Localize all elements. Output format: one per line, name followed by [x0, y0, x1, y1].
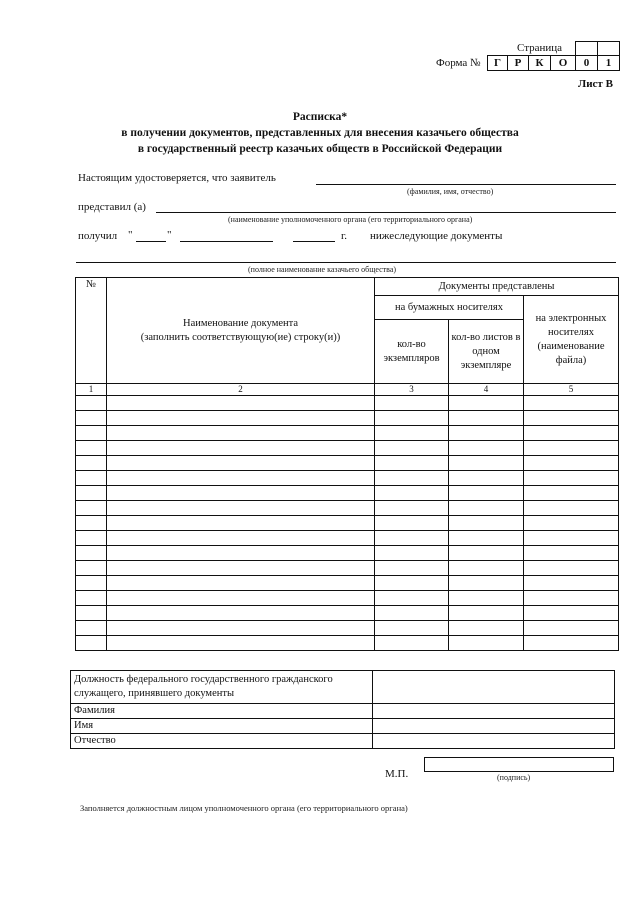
surname-field[interactable]: [373, 704, 615, 719]
surname-label: Фамилия: [71, 704, 373, 719]
footnote: Заполняется должностным лицом уполномоченного органа (его территориального органа): [80, 803, 408, 813]
table-cell[interactable]: [107, 396, 375, 411]
table-cell[interactable]: [449, 531, 524, 546]
society-underline: [76, 262, 616, 263]
table-cell[interactable]: [524, 441, 619, 456]
table-cell[interactable]: [449, 546, 524, 561]
header-document-name-line1: Наименование документа: [183, 317, 298, 329]
header-paper: на бумажных носителях: [375, 296, 524, 320]
name-field[interactable]: [373, 719, 615, 734]
received-label: получил: [78, 230, 118, 242]
page-box-1[interactable]: [575, 41, 598, 56]
table-cell[interactable]: [524, 606, 619, 621]
table-cell[interactable]: [524, 636, 619, 651]
table-cell[interactable]: [107, 591, 375, 606]
quote-close: ": [167, 229, 172, 241]
form-code-box: О: [550, 55, 576, 71]
table-cell[interactable]: [449, 516, 524, 531]
table-cell[interactable]: [449, 426, 524, 441]
applicant-label: Настоящим удостоверяется, что заявитель: [78, 172, 276, 184]
table-cell[interactable]: [524, 621, 619, 636]
table-row: [76, 501, 619, 516]
table-cell[interactable]: [449, 396, 524, 411]
table-cell[interactable]: [524, 516, 619, 531]
header-docs-presented: Документы представлены: [375, 278, 619, 296]
table-cell[interactable]: [76, 396, 107, 411]
header-sheets: кол-во листов в одном экземпляре: [449, 320, 524, 384]
table-cell[interactable]: [524, 561, 619, 576]
table-row: [76, 426, 619, 441]
sheet-label: Лист В: [578, 78, 613, 90]
table-cell[interactable]: [375, 546, 449, 561]
form-code-box: 0: [575, 55, 598, 71]
table-cell[interactable]: [449, 486, 524, 501]
table-cell[interactable]: [375, 426, 449, 441]
table-cell[interactable]: [107, 501, 375, 516]
table-cell[interactable]: [76, 426, 107, 441]
table-cell[interactable]: [449, 591, 524, 606]
col-number: 1: [76, 384, 107, 396]
day-field[interactable]: [136, 228, 166, 241]
col-number: 5: [524, 384, 619, 396]
form-code-box: 1: [597, 55, 620, 71]
table-cell[interactable]: [449, 621, 524, 636]
year-suffix: г.: [341, 230, 348, 242]
table-cell[interactable]: [375, 516, 449, 531]
table-cell[interactable]: [375, 591, 449, 606]
table-cell[interactable]: [375, 531, 449, 546]
table-cell[interactable]: [107, 516, 375, 531]
table-cell[interactable]: [375, 636, 449, 651]
table-row: [76, 441, 619, 456]
table-cell[interactable]: [524, 396, 619, 411]
year-underline: [293, 241, 335, 242]
submitted-field[interactable]: [156, 199, 616, 213]
table-cell[interactable]: [76, 591, 107, 606]
patronymic-label: Отчество: [71, 734, 373, 749]
table-row: [76, 411, 619, 426]
table-row: [76, 561, 619, 576]
official-table: [70, 670, 615, 749]
col-number: 3: [375, 384, 449, 396]
quote-open: ": [128, 229, 133, 241]
title-line-3: в государственный реестр казачьих обществ в Российской Федерации: [137, 143, 503, 155]
table-row: [76, 621, 619, 636]
header-document-name: [107, 278, 375, 384]
table-cell[interactable]: [375, 471, 449, 486]
table-cell[interactable]: [76, 486, 107, 501]
table-cell[interactable]: [107, 606, 375, 621]
table-cell[interactable]: [524, 471, 619, 486]
table-row: [76, 636, 619, 651]
form-code-box: К: [528, 55, 551, 71]
submitted-hint: (наименование уполномоченного органа (его территориального органа): [228, 215, 473, 224]
table-cell[interactable]: [524, 456, 619, 471]
position-field[interactable]: [373, 671, 615, 704]
table-row: [76, 546, 619, 561]
table-cell[interactable]: [107, 576, 375, 591]
table-cell[interactable]: [375, 411, 449, 426]
day-underline: [136, 241, 166, 242]
form-code-box: Г: [487, 55, 508, 71]
table-cell[interactable]: [107, 471, 375, 486]
table-cell[interactable]: [107, 621, 375, 636]
table-cell[interactable]: [76, 531, 107, 546]
table-cell[interactable]: [375, 561, 449, 576]
form-label: Форма №: [436, 57, 481, 69]
table-cell[interactable]: [107, 546, 375, 561]
table-cell[interactable]: [449, 561, 524, 576]
table-row: [76, 486, 619, 501]
header-copies: кол-во экземпляров: [375, 320, 449, 384]
table-cell[interactable]: [375, 441, 449, 456]
applicant-field[interactable]: [316, 170, 616, 184]
table-cell[interactable]: [107, 561, 375, 576]
table-cell[interactable]: [449, 411, 524, 426]
table-cell[interactable]: [107, 636, 375, 651]
table-cell[interactable]: [524, 426, 619, 441]
month-field[interactable]: [180, 228, 273, 241]
table-cell[interactable]: [76, 576, 107, 591]
submitted-label: представил (а): [78, 201, 146, 213]
title-line-2: в получении документов, представленных для внесения казачьего общества: [121, 127, 519, 139]
table-cell[interactable]: [107, 486, 375, 501]
following-docs-label: нижеследующие документы: [370, 230, 503, 242]
table-cell[interactable]: [76, 621, 107, 636]
name-label: Имя: [71, 719, 373, 734]
col-number: 2: [107, 384, 375, 396]
documents-table: [75, 277, 619, 651]
table-cell[interactable]: [375, 621, 449, 636]
table-cell[interactable]: [375, 396, 449, 411]
table-cell[interactable]: [107, 531, 375, 546]
title-receipt: Расписка*: [292, 111, 348, 123]
table-row: [76, 456, 619, 471]
submitted-underline: [156, 212, 616, 213]
table-cell[interactable]: [449, 606, 524, 621]
table-cell[interactable]: [449, 576, 524, 591]
page-box-2[interactable]: [597, 41, 620, 56]
signature-field[interactable]: [424, 757, 614, 772]
table-cell[interactable]: [107, 441, 375, 456]
table-cell[interactable]: [76, 516, 107, 531]
table-row: [76, 606, 619, 621]
table-cell[interactable]: [76, 546, 107, 561]
applicant-underline: [316, 184, 616, 185]
table-cell[interactable]: [76, 471, 107, 486]
patronymic-field[interactable]: [373, 734, 615, 749]
table-cell[interactable]: [524, 486, 619, 501]
position-label: Должность федерального государственного гражданского служащего, принявшего документы: [71, 671, 373, 704]
signature-hint: (подпись): [497, 773, 531, 782]
table-cell[interactable]: [449, 441, 524, 456]
table-row: [76, 471, 619, 486]
table-row: [76, 396, 619, 411]
year-field[interactable]: [293, 228, 335, 241]
table-cell[interactable]: [375, 606, 449, 621]
table-cell[interactable]: [524, 501, 619, 516]
table-cell[interactable]: [449, 471, 524, 486]
table-row: [76, 576, 619, 591]
society-field[interactable]: [76, 248, 616, 262]
table-row: [76, 591, 619, 606]
header-electronic: на электронных носителях (наименование файла): [524, 296, 619, 384]
table-cell[interactable]: [375, 486, 449, 501]
page-label: Страница: [517, 42, 563, 54]
table-cell[interactable]: [375, 576, 449, 591]
applicant-hint: (фамилия, имя, отчество): [407, 187, 494, 196]
table-cell[interactable]: [76, 441, 107, 456]
table-cell[interactable]: [76, 456, 107, 471]
table-cell[interactable]: [76, 501, 107, 516]
table-cell[interactable]: [524, 531, 619, 546]
table-cell[interactable]: [375, 501, 449, 516]
table-row: [76, 531, 619, 546]
table-cell[interactable]: [76, 636, 107, 651]
table-cell[interactable]: [107, 411, 375, 426]
table-cell[interactable]: [524, 576, 619, 591]
table-cell[interactable]: [524, 411, 619, 426]
stamp-label: М.П.: [385, 768, 409, 780]
table-cell[interactable]: [76, 606, 107, 621]
table-cell[interactable]: [76, 411, 107, 426]
table-cell[interactable]: [449, 501, 524, 516]
header-no: №: [76, 278, 107, 384]
table-cell[interactable]: [375, 456, 449, 471]
header-document-name-line2: (заполнить соответствующую(ие) строку(и)): [140, 331, 341, 343]
society-hint: (полное наименование казачьего общества): [248, 265, 397, 274]
table-row: [76, 516, 619, 531]
month-underline: [180, 241, 273, 242]
table-cell[interactable]: [449, 636, 524, 651]
table-cell[interactable]: [76, 561, 107, 576]
table-cell[interactable]: [449, 456, 524, 471]
table-cell[interactable]: [524, 591, 619, 606]
col-number: 4: [449, 384, 524, 396]
table-cell[interactable]: [107, 456, 375, 471]
table-cell[interactable]: [524, 546, 619, 561]
table-cell[interactable]: [107, 426, 375, 441]
form-code-box: Р: [507, 55, 529, 71]
